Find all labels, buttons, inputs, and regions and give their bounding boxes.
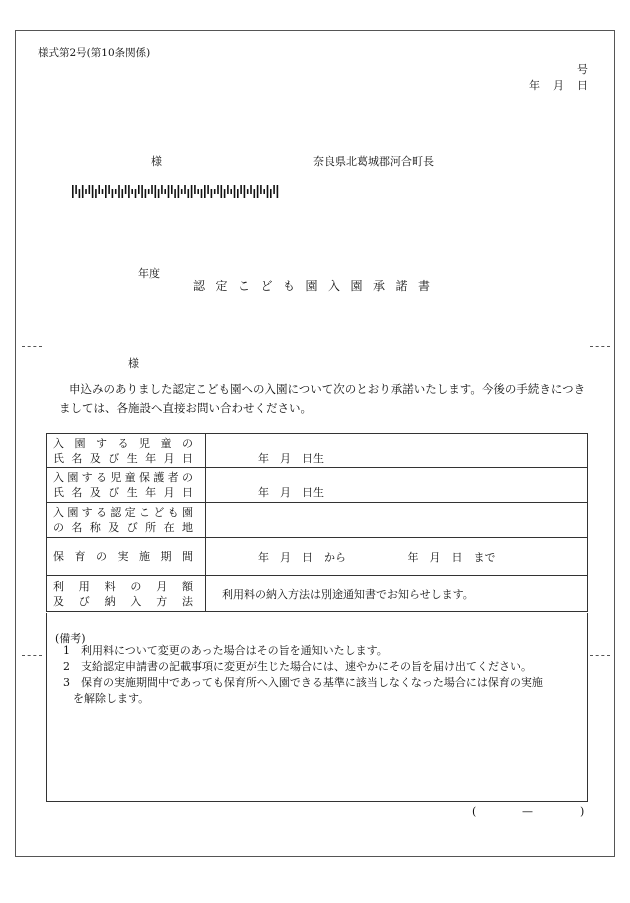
barcode-bar (217, 185, 219, 194)
remark-item: 1 利用料について変更のあった場合はその旨を通知いたします。 (63, 644, 388, 657)
barcode-bar (273, 185, 275, 194)
barcode-bar (168, 185, 170, 198)
barcode-bar (207, 185, 209, 194)
barcode-bar (108, 185, 110, 194)
row-value (206, 503, 588, 538)
label-line: 入園する児童保護者の (53, 471, 193, 484)
label-line: 入園する児童の (53, 436, 193, 450)
fold-mark-left-lower (22, 655, 42, 656)
barcode-bar (211, 189, 213, 198)
barcode-bar (247, 189, 249, 194)
barcode-bar (237, 189, 239, 198)
barcode-bar (145, 189, 147, 198)
barcode-bar (227, 185, 229, 194)
footer-dash: — (522, 805, 533, 818)
number-suffix: 号 (577, 63, 588, 76)
birthdate-field: 年 月 日生 (258, 451, 324, 465)
barcode-bar (131, 189, 133, 194)
barcode-bar (75, 185, 77, 194)
date-line: 年 月 日 (529, 79, 589, 92)
row-value (206, 468, 588, 503)
approval-paragraph: 申込みのありました認定こども園への入園について次のとおり承諾いたします。今後の手続きにつきましては、各施設へ直接お問い合わせください。 (59, 382, 586, 415)
barcode-bar (95, 189, 97, 198)
label-line: 氏名及び生年月日 (53, 451, 193, 465)
remark-item: を解除します。 (73, 692, 150, 705)
barcode-bar (125, 185, 127, 194)
barcode-bar (221, 185, 223, 198)
fiscal-year-label: 年度 (138, 267, 160, 280)
barcode-bar (115, 189, 117, 194)
addressee-honorific: 様 (151, 155, 162, 168)
barcode-bar (118, 185, 120, 198)
fold-mark-left-upper (22, 346, 42, 347)
remarks-box (46, 613, 588, 802)
barcode-bar (188, 189, 190, 198)
barcode-bar (92, 185, 94, 198)
barcode-bar (148, 189, 150, 194)
barcode-bar (155, 185, 157, 198)
barcode-bar (72, 185, 74, 198)
guardian-birthdate-field: 年 月 日生 (258, 486, 324, 499)
label-line: 保育の実施期間 (53, 550, 193, 563)
table-row (47, 503, 588, 538)
customer-barcode (72, 185, 284, 198)
table-row (47, 468, 588, 503)
barcode-bar (105, 185, 107, 198)
fold-mark-right-lower (590, 655, 610, 656)
row-value (206, 576, 588, 612)
row-label (47, 468, 206, 503)
footer-close-paren: ) (580, 805, 585, 818)
barcode-bar (224, 189, 226, 198)
remark-item: 2 支給認定申請書の記載事項に変更が生じた場合には、速やかにその旨を届け出てください。 (63, 660, 532, 673)
recipient-honorific: 様 (128, 357, 139, 370)
barcode-bar (164, 189, 166, 194)
barcode-bar (260, 185, 262, 194)
fold-mark-right-upper (590, 346, 610, 347)
row-label (47, 503, 206, 538)
barcode-bar (128, 185, 130, 198)
footer-open-paren: ( (472, 805, 477, 818)
barcode-bar (244, 185, 246, 198)
barcode-bar (240, 185, 242, 194)
period-start: 年 月 日 から (258, 550, 346, 564)
table-row (47, 576, 588, 612)
barcode-bar (98, 185, 100, 194)
barcode-bar (277, 185, 279, 198)
row-label (47, 576, 206, 612)
barcode-bar (191, 185, 193, 198)
barcode-bar (158, 189, 160, 198)
barcode-bar (174, 189, 176, 198)
barcode-bar (230, 189, 232, 194)
barcode-bar (234, 185, 236, 198)
barcode-bar (181, 189, 183, 194)
label-line: 入園する認定こども園 (53, 506, 193, 519)
remarks-heading: (備考) (55, 632, 86, 645)
table-row (47, 434, 588, 468)
barcode-bar (141, 185, 143, 198)
barcode-bar (267, 185, 269, 198)
barcode-bar (102, 189, 104, 194)
barcode-bar (85, 189, 87, 194)
barcode-bar (250, 185, 252, 194)
barcode-bar (79, 189, 81, 198)
remark-item: 3 保育の実施期間中であっても保育所へ入園できる基準に該当しなくなった場合には保育の実施 (63, 676, 543, 689)
row-value (206, 434, 588, 468)
barcode-bar (135, 189, 137, 198)
barcode-bar (254, 189, 256, 198)
label-line: 及び納入方法 (53, 594, 193, 608)
document-title: 認定こども園入園承諾書 (193, 279, 441, 293)
barcode-bar (214, 189, 216, 194)
issuer-name: 奈良県北葛城郡河合町長 (313, 155, 434, 168)
barcode-bar (161, 185, 163, 194)
label-line: 利用料の月額 (53, 579, 193, 593)
label-line: 氏名及び生年月日 (53, 486, 193, 499)
barcode-bar (201, 189, 203, 198)
period-end: 年 月 日 まで (407, 550, 496, 564)
form-number: 様式第2号(第10条関係) (38, 47, 151, 59)
row-label (47, 538, 206, 576)
table-row (47, 538, 588, 576)
barcode-bar (89, 185, 91, 194)
barcode-bar (184, 185, 186, 194)
fee-payment-method: 利用料の納入方法は別途通知書でお知らせします。 (222, 587, 474, 601)
barcode-bar (194, 185, 196, 194)
barcode-bar (263, 189, 265, 194)
barcode-bar (151, 185, 153, 194)
barcode-bar (138, 185, 140, 194)
barcode-bar (82, 185, 84, 198)
barcode-bar (270, 189, 272, 198)
barcode-bar (204, 185, 206, 198)
barcode-bar (171, 185, 173, 194)
approval-table (46, 433, 588, 612)
row-label (47, 434, 206, 468)
barcode-bar (257, 185, 259, 198)
row-value (206, 538, 588, 576)
barcode-bar (122, 189, 124, 198)
barcode-bar (178, 185, 180, 198)
barcode-bar (197, 189, 199, 194)
label-line: の名称及び所在地 (53, 521, 193, 534)
barcode-bar (112, 189, 114, 198)
